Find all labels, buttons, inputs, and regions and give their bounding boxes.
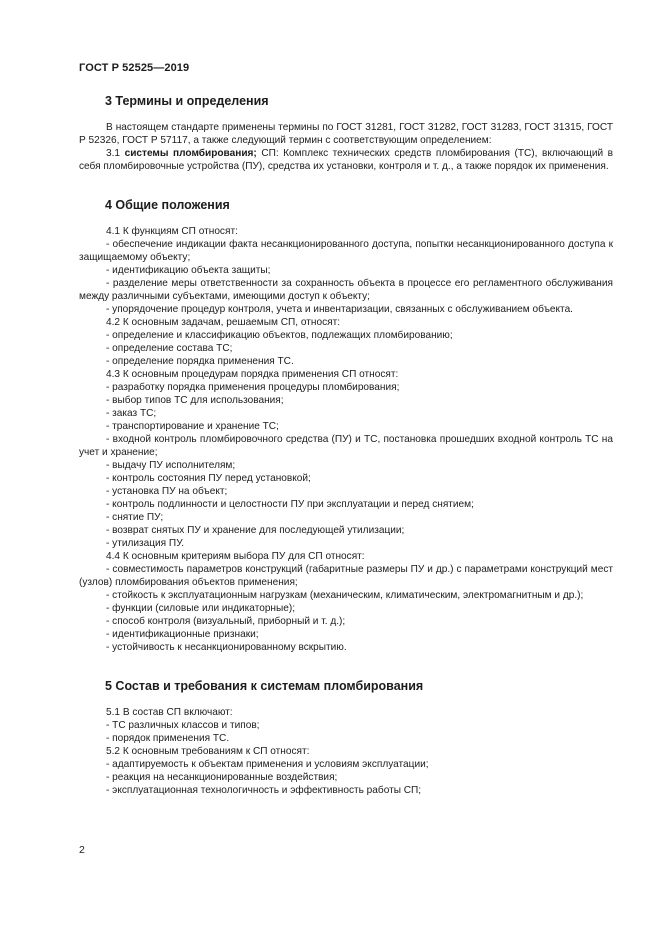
list-item: 4.1 К функциям СП относят:	[106, 226, 238, 237]
list-item: - адаптируемость к объектам применения и условиям эксплуатации;	[106, 759, 429, 770]
list-item: - определение состава ТС;	[106, 343, 233, 354]
list-item: - совместимость параметров конструкций (габаритные размеры ПУ и др.) с параметрами конструкций мест (узлов) пломбирования объектов применения;	[79, 564, 613, 588]
section-3-heading: 3 Термины и определения	[105, 94, 269, 108]
list-item: - реакция на несанкционированные воздействия;	[106, 772, 338, 783]
list-item: - разделение меры ответственности за сохранность объекта в процессе его регламентного обслуживания между различными субъектами, имеющими доступ к объекту;	[79, 278, 613, 302]
list-item: - обеспечение индикации факта несанкционированного доступа, попытки несанкционированного доступа к защищаемому объекту;	[79, 239, 613, 263]
list-item: - упорядочение процедур контроля, учета и инвентаризации, связанных с обслуживанием объекта.	[106, 304, 573, 315]
list-item: - определение порядка применения ТС.	[106, 356, 294, 367]
list-item: 5.2 К основным требованиям к СП относят:	[106, 746, 310, 757]
definition-3-1	[79, 147, 613, 173]
list-item: - ТС различных классов и типов;	[106, 720, 260, 731]
list-item: - разработку порядка применения процедуры пломбирования;	[106, 382, 400, 393]
list-item: - устойчивость к несанкционированному вскрытию.	[106, 642, 347, 653]
list-item: - функции (силовые или индикаторные);	[106, 603, 296, 614]
list-item: - идентификационные признаки;	[106, 629, 259, 640]
list-item: 4.2 К основным задачам, решаемым СП, относят:	[106, 317, 341, 328]
list-item: 5.1 В состав СП включают:	[106, 707, 233, 718]
section-4-heading: 4 Общие положения	[105, 198, 230, 212]
list-item: - контроль подлинности и целостности ПУ при эксплуатации и перед снятием;	[106, 499, 474, 510]
definition-term: системы пломбирования;	[124, 148, 257, 159]
page-header: ГОСТ Р 52525—2019	[79, 62, 190, 74]
list-item: 4.3 К основным процедурам порядка применения СП относят:	[106, 369, 399, 380]
list-item: - транспортирование и хранение ТС;	[106, 421, 279, 432]
list-item: 4.4 К основным критериям выбора ПУ для СП относят:	[106, 551, 365, 562]
list-item: - выдачу ПУ исполнителям;	[106, 460, 236, 471]
page-number: 2	[79, 844, 85, 856]
list-item: - возврат снятых ПУ и хранение для последующей утилизации;	[106, 525, 405, 536]
list-item: - стойкость к эксплуатационным нагрузкам (механическим, климатическим, электромагнитным и др.);	[106, 590, 584, 601]
section-5-heading: 5 Состав и требования к системам пломбирования	[105, 679, 424, 693]
list-item: - идентификацию объекта защиты;	[106, 265, 271, 276]
list-item: - снятие ПУ;	[106, 512, 164, 523]
list-item: - эксплуатационная технологичность и эффективность работы СП;	[106, 785, 422, 796]
list-item: - установка ПУ на объект;	[106, 486, 228, 497]
list-item: - способ контроля (визуальный, приборный и т. д.);	[106, 616, 346, 627]
document-body	[79, 93, 613, 797]
list-item: - выбор типов ТС для использования;	[106, 395, 284, 406]
list-item: - утилизация ПУ.	[106, 538, 185, 549]
section-3-intro: В настоящем стандарте применены термины по ГОСТ 31281, ГОСТ 31282, ГОСТ 31283, ГОСТ 31315, ГОСТ Р 52326, ГОСТ Р 57117, а также следующий термин с соответствующим определением:	[79, 122, 613, 146]
list-item: - определение и классификацию объектов, подлежащих пломбированию;	[106, 330, 453, 341]
list-item: - порядок применения ТС.	[106, 733, 230, 744]
list-item: - заказ ТС;	[106, 408, 157, 419]
definition-number: 3.1	[106, 148, 121, 159]
list-item: - входной контроль пломбировочного средства (ПУ) и ТС, постановка прошедших входной контроль ТС на учет и хранение;	[79, 434, 613, 458]
definition-text: СП: Комплекс технических средств пломбирования (ТС), включающий в себя пломбировочные устройства (ПУ), средства их установки, контроля и т. д., а также порядок их применения.	[79, 148, 614, 172]
list-item: - контроль состояния ПУ перед установкой;	[106, 473, 311, 484]
